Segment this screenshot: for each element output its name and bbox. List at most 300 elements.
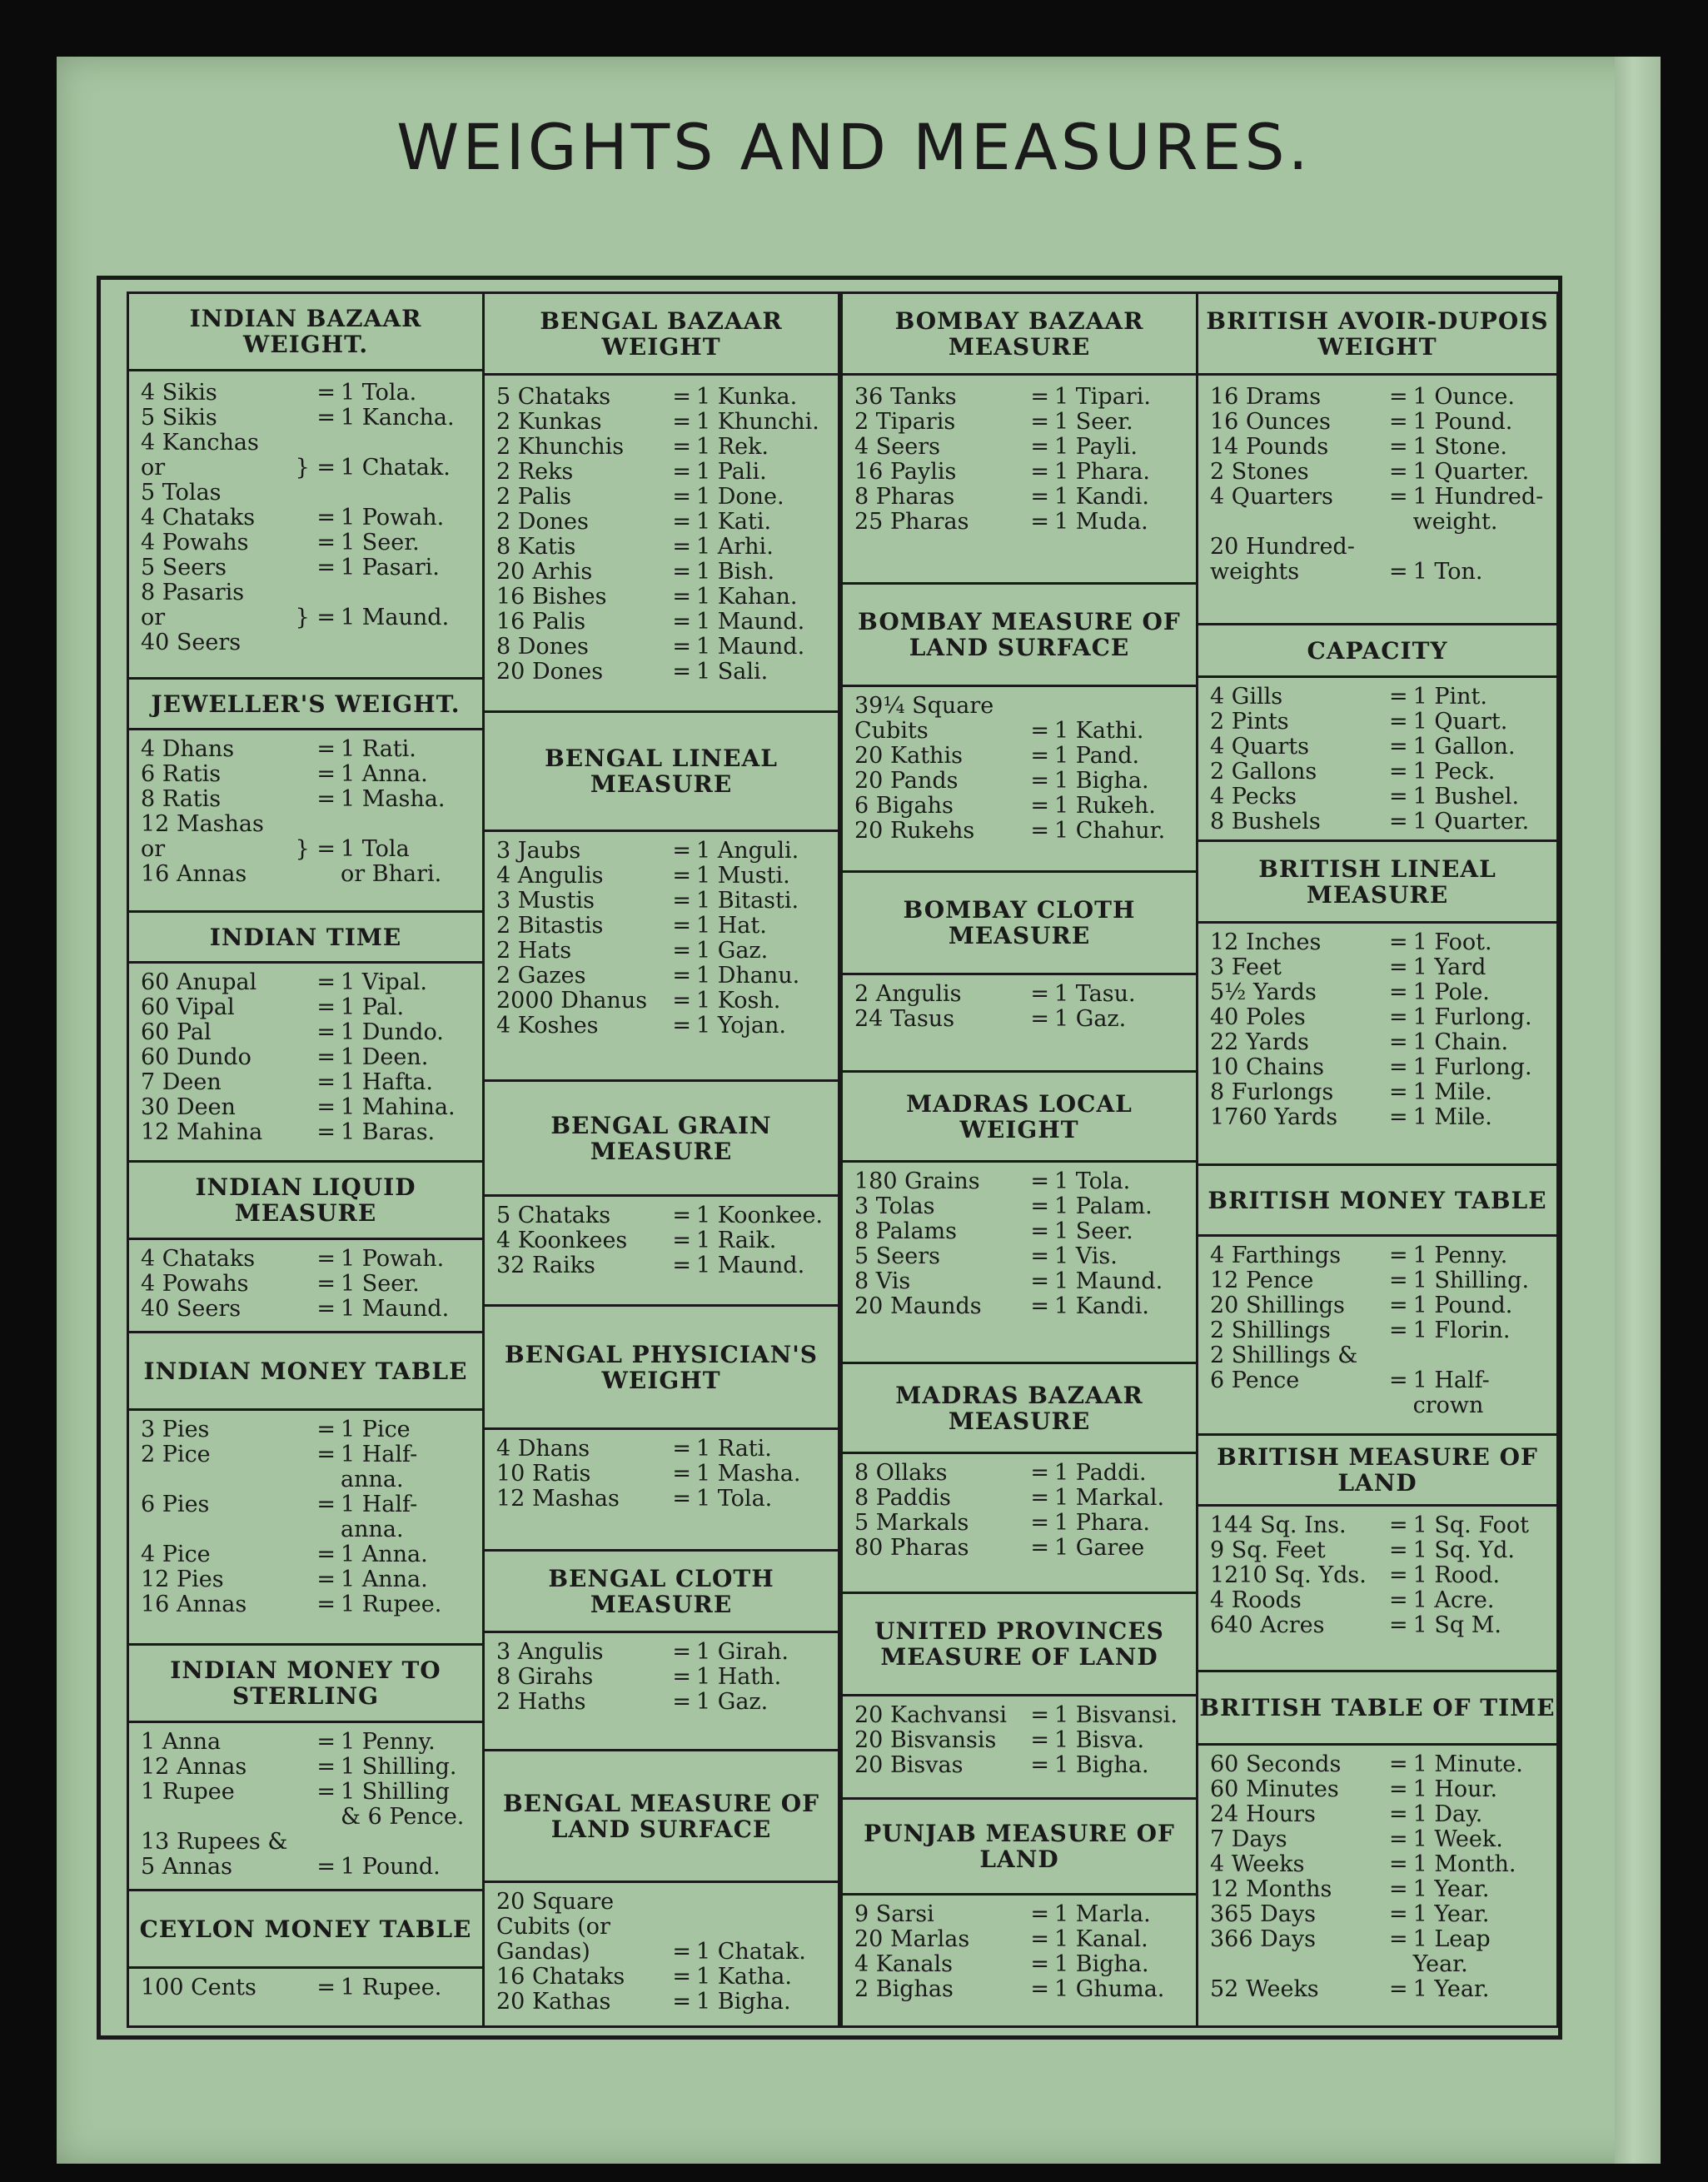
quantity-cell: 365 Days [1210,1901,1316,1927]
table-row [141,1805,474,1830]
equivalent-cell: 1 Chatak. [696,1939,806,1965]
equals-sign: = [1030,1218,1049,1244]
equivalent-cell: 1 Half- [341,1492,418,1517]
table-row [854,1703,1188,1728]
quantity-cell: 30 Deen [141,1094,236,1120]
table-row [1210,1538,1548,1563]
quantity-cell: or [141,836,166,862]
equals-sign: = [672,509,691,535]
equivalent-cell: 1 Musti. [696,863,790,889]
table-row [1210,980,1548,1005]
table-row [854,435,1188,460]
quantity-cell: 20 Kathas [496,1989,611,2015]
table-row [854,819,1188,844]
equivalent-cell: 1 Gallon. [1412,734,1516,760]
quantity-cell: 1210 Sq. Yds. [1210,1562,1367,1588]
equals-sign: = [316,1119,336,1145]
equals-sign: = [1388,954,1408,980]
table-row [1210,560,1548,585]
equals-sign: = [316,530,336,555]
quantity-cell: 2 Dones [496,509,589,535]
equals-sign: = [1388,1318,1408,1343]
equals-sign: = [1388,409,1408,435]
equivalent-cell: 1 Maund. [696,609,805,635]
equivalent-cell: & 6 Pence. [341,1804,465,1830]
equals-sign: } = [295,605,336,630]
equivalent-cell: 1 Yard [1412,954,1486,980]
quantity-cell: 12 Months [1210,1876,1332,1902]
equals-sign: = [1388,1104,1408,1130]
table-heading: BRITISH MEASURE OF LAND [1198,1433,1556,1507]
equals-sign: = [1030,743,1049,769]
table-row [141,1272,474,1297]
equals-sign: = [1388,684,1408,710]
table-row [1210,1588,1548,1613]
quantity-cell: 16 Annas [141,861,247,887]
table-row [496,839,829,864]
equals-sign: = [1030,1976,1049,2002]
equals-sign: = [316,1246,336,1272]
table-row [496,1640,829,1665]
equals-sign: = [1388,1293,1408,1318]
equals-sign: = [672,863,691,889]
equivalent-cell: 1 Yojan. [696,1013,786,1039]
equivalent-cell: 1 Raik. [696,1228,777,1253]
equals-sign: = [316,786,336,812]
equivalent-cell: 1 Baras. [341,1119,436,1145]
equals-sign: = [1030,718,1049,744]
equals-sign: = [672,1436,691,1462]
equivalent-cell: 1 Pint. [1412,684,1487,710]
equivalent-cell: 1 Hundred- [1412,484,1544,510]
table-body [1198,380,1556,585]
table-body [1198,925,1556,1130]
equivalent-cell: 1 Kunka. [696,384,798,410]
quantity-cell: 5 Annas [141,1854,232,1880]
equals-sign: = [1388,1751,1408,1777]
equals-sign: = [1030,1293,1049,1319]
quantity-cell: 40 Seers [141,1296,242,1322]
page-title: WEIGHTS AND MEASURES. [396,110,1312,184]
quantity-cell: 39¼ Square [854,693,994,719]
equals-sign: = [672,659,691,685]
quantity-cell: 5 Markals [854,1510,969,1536]
table-row [1210,1852,1548,1877]
table-row [141,1567,474,1592]
equivalent-cell: 1 Anna. [341,1567,428,1592]
table-row [141,1830,474,1855]
equivalent-cell: 1 Peck. [1412,759,1496,785]
table-row [1210,1293,1548,1318]
table-row [854,1007,1188,1032]
quantity-cell: 8 Furlongs [1210,1079,1334,1105]
equals-sign: = [1388,1079,1408,1105]
table-row [854,1219,1188,1244]
equivalent-cell: 1 Seer. [341,530,420,555]
equivalent-cell: 1 Chain. [1412,1029,1509,1055]
equivalent-cell: 1 Koonkee. [696,1203,824,1228]
table-heading: INDIAN BAZAAR WEIGHT. [129,294,482,371]
equivalent-cell: 1 Masha. [341,786,446,812]
equals-sign: = [1030,409,1049,435]
quantity-cell: or [141,605,166,630]
quantity-cell: 100 Cents [141,1975,256,2000]
equivalent-cell: 1 Kanal. [1054,1926,1148,1952]
quantity-cell: 9 Sarsi [854,1901,934,1927]
equivalent-cell: 1 Kosh. [696,988,781,1014]
equivalent-cell: 1 Half- [341,1442,418,1467]
quantity-cell: 4 Roods [1210,1587,1302,1613]
equals-sign: = [672,1989,691,2015]
equals-sign: = [672,1253,691,1278]
quantity-cell: 5 Seers [141,555,227,580]
equals-sign: = [316,555,336,580]
equals-sign: = [1388,709,1408,735]
table-row [496,1437,829,1462]
quantity-cell: 4 Koshes [496,1013,599,1039]
quantity-cell: 20 Kachvansi [854,1702,1007,1728]
equivalent-cell: 1 Pound. [341,1854,441,1880]
equals-sign: = [672,1689,691,1715]
quantity-cell: 4 Quarters [1210,484,1333,510]
equals-sign: = [1388,1004,1408,1030]
equivalent-cell: 1 Kahan. [696,584,798,610]
equivalent-cell: 1 Rati. [341,736,416,762]
equals-sign: = [672,988,691,1014]
table-row [141,1417,474,1442]
equals-sign: = [672,534,691,560]
table-heading: BENGAL CLOTH MEASURE [485,1549,838,1633]
equals-sign: = [1030,1926,1049,1952]
table-body [843,1456,1196,1561]
table-row [141,1755,474,1780]
quantity-cell: 7 Deen [141,1069,222,1095]
table-row [496,1253,829,1278]
equals-sign: = [1030,384,1049,410]
equals-sign: = [1388,1926,1408,1952]
quantity-cell: 8 Katis [496,534,576,560]
equivalent-cell: 1 Year. [1412,1876,1490,1902]
table-row [141,1855,474,1880]
column-3 [840,291,1198,2028]
table-row [496,460,829,485]
quantity-cell: 20 Kathis [854,743,963,769]
equivalent-cell: 1 Gaz. [696,938,769,964]
table-row [141,1045,474,1070]
quantity-cell: 3 Pies [141,1417,210,1442]
table-row [141,531,474,555]
quantity-cell: 1 Rupee [141,1779,235,1805]
quantity-cell: 4 Angulis [496,863,604,889]
quantity-cell: Cubits (or [496,1914,610,1940]
table-row [141,555,474,580]
table-row [854,1952,1188,1977]
equals-sign: = [1030,818,1049,844]
equals-sign: = [316,1044,336,1070]
table-row [496,535,829,560]
equivalent-cell: 1 Quarter. [1412,809,1530,834]
table-row [141,1780,474,1805]
quantity-cell: 8 Pharas [854,484,955,510]
quantity-cell: 2 Gallons [1210,759,1317,785]
equivalent-cell: 1 Garee [1054,1535,1145,1561]
equivalent-cell: 1 Pound. [1412,1293,1513,1318]
table-row [141,1975,474,2000]
equals-sign: = [316,1019,336,1045]
equals-sign: = [672,1228,691,1253]
equivalent-cell: 1 Hafta. [341,1069,433,1095]
equivalent-cell: 1 Mahina. [341,1094,456,1120]
equivalent-cell: 1 Muda. [1054,509,1148,535]
equivalent-cell: 1 Maund. [696,1253,805,1278]
table-row [496,585,829,610]
table-row [854,1728,1188,1753]
equals-sign: = [1030,1193,1049,1219]
equivalent-cell: 1 Year. [1412,1976,1490,2002]
equivalent-cell: 1 Maund. [696,634,805,660]
table-row [496,1690,829,1715]
table-body [843,977,1196,1032]
quantity-cell: 2 Kunkas [496,409,602,435]
table-row [496,560,829,585]
quantity-cell: 4 Pice [141,1542,211,1567]
quantity-cell: 1760 Yards [1210,1104,1338,1130]
equals-sign: = [316,1592,336,1617]
table-row [854,485,1188,510]
table-row [141,1020,474,1045]
equivalent-cell: 1 Paddi. [1054,1460,1147,1486]
table-row [854,410,1188,435]
quantity-cell: 4 Seers [854,434,940,460]
equivalent-cell: 1 Chahur. [1054,818,1166,844]
equivalent-cell: 1 Shilling. [1412,1268,1530,1293]
equivalent-cell: 1 Bigha. [1054,1752,1149,1778]
equivalent-cell: 1 Deen. [341,1044,429,1070]
equivalent-cell: 1 Tasu. [1054,981,1136,1007]
equals-sign: = [1388,434,1408,460]
table-row [854,719,1188,744]
quantity-cell: 12 Pence [1210,1268,1314,1293]
equivalent-cell: 1 Minute. [1412,1751,1523,1777]
table-row [496,510,829,535]
table-body [1198,1508,1556,1638]
equals-sign: = [1030,1901,1049,1927]
equals-sign: = [316,1417,336,1442]
table-row [854,460,1188,485]
equivalent-cell: 1 Bisva. [1054,1727,1145,1753]
quantity-cell: 24 Hours [1210,1801,1316,1827]
quantity-cell: 20 Bisvansis [854,1727,997,1753]
equals-sign: = [1030,1168,1049,1194]
equivalent-cell: 1 Rupee. [341,1592,442,1617]
page-edge [1615,57,1661,2164]
quantity-cell: 8 Girahs [496,1664,594,1690]
table-row [141,1730,474,1755]
quantity-cell: 8 Paddis [854,1485,951,1511]
quantity-cell: 6 Bigahs [854,793,954,819]
table-heading: BOMBAY BAZAAR MEASURE [843,294,1196,376]
table-heading: BENGAL BAZAAR WEIGHT [485,294,838,376]
table-row [1210,1030,1548,1055]
table-row [496,1462,829,1487]
equals-sign: = [316,969,336,995]
quantity-cell: or [141,455,166,481]
equals-sign: = [1388,1776,1408,1802]
equals-sign: = [1030,509,1049,535]
table-row [496,864,829,889]
quantity-cell: 2 Gazes [496,963,586,989]
table-heading: BOMBAY MEASURE OF LAND SURFACE [843,582,1196,687]
table-row [141,787,474,812]
table-row [496,1014,829,1039]
equals-sign: = [1388,1612,1408,1638]
equivalent-cell: 1 Florin. [1412,1318,1511,1343]
equivalent-cell: 1 Done. [696,484,784,510]
equals-sign: = [1388,1901,1408,1927]
equals-sign: = [672,584,691,610]
table-body [485,1635,838,1715]
table-row [1210,1927,1548,1952]
equals-sign: = [316,1779,336,1805]
table-heading: BRITISH AVOIR-DUPOIS WEIGHT [1198,294,1556,376]
quantity-cell: 5 Seers [854,1243,940,1269]
equals-sign: = [1030,1006,1049,1032]
equals-sign: = [1030,484,1049,510]
quantity-cell: 20 Square [496,1889,615,1915]
quantity-cell: 80 Pharas [854,1535,969,1561]
quantity-cell: 5 Sikis [141,405,217,431]
equivalent-cell: 1 Ton. [1412,559,1483,585]
quantity-cell: 2 Khunchis [496,434,625,460]
table-row [1210,1368,1548,1393]
table-row [496,1965,829,1990]
table-row [141,837,474,862]
table-row [1210,1105,1548,1130]
table-row [1210,1393,1548,1418]
quantity-cell: 10 Chains [1210,1054,1324,1080]
table-row [496,1890,829,1915]
equivalent-cell: 1 Seer. [341,1271,420,1297]
quantity-cell: 3 Tolas [854,1193,935,1219]
table-body [129,1725,482,1880]
quantity-cell: 60 Seconds [1210,1751,1342,1777]
equivalent-cell: 1 Tola. [696,1486,773,1512]
table-row [496,485,829,510]
table-row [854,385,1188,410]
equivalent-cell: 1 Dundo. [341,1019,444,1045]
quantity-cell: 4 Koonkees [496,1228,628,1253]
table-row [1210,1243,1548,1268]
equivalent-cell: 1 Tola. [1054,1168,1131,1194]
table-row [1210,1902,1548,1927]
quantity-cell: 16 Annas [141,1592,247,1617]
table-row [141,995,474,1020]
quantity-cell: 366 Days [1210,1926,1316,1952]
equivalent-cell: 1 Sali. [696,659,769,685]
table-row [854,1902,1188,1927]
equivalent-cell: 1 Phara. [1054,459,1151,485]
quantity-cell: 20 Shillings [1210,1293,1345,1318]
equivalent-cell: 1 Stone. [1412,434,1507,460]
equivalent-cell: 1 Sq M. [1412,1612,1501,1638]
equals-sign: = [672,1461,691,1487]
equals-sign: = [1388,784,1408,810]
equals-sign: = [316,1854,336,1880]
quantity-cell: 20 Pands [854,768,959,794]
table-body [129,1412,482,1617]
equivalent-cell: 1 Quarter. [1412,459,1530,485]
table-row [496,1915,829,1940]
equals-sign: = [1030,1535,1049,1561]
table-row [496,914,829,939]
quantity-cell: 1 Anna [141,1729,222,1755]
quantity-cell: 16 Palis [496,609,586,635]
table-row [1210,1802,1548,1827]
equals-sign: = [316,736,336,762]
equivalent-cell: 1 Seer. [1054,409,1133,435]
equals-sign: = [1388,1537,1408,1563]
equals-sign: = [672,384,691,410]
equivalent-cell: 1 Vipal. [341,969,428,995]
table-heading: INDIAN MONEY TABLE [129,1331,482,1411]
equivalent-cell: 1 Day. [1412,1801,1483,1827]
equivalent-cell: 1 Quart. [1412,709,1508,735]
quantity-cell: 20 Rukehs [854,818,975,844]
table-row [854,1486,1188,1511]
equivalent-cell: 1 Month. [1412,1851,1516,1877]
equivalent-cell: 1 Acre. [1412,1587,1495,1613]
equals-sign: = [316,1754,336,1780]
equals-sign: = [316,405,336,431]
equals-sign: = [1030,1268,1049,1294]
quantity-cell: 13 Rupees & [141,1829,288,1855]
table-heading: CEYLON MONEY TABLE [129,1889,482,1969]
table-row [496,989,829,1014]
table-row [141,1492,474,1517]
table-row [141,406,474,431]
quantity-cell: 6 Ratis [141,761,222,787]
equivalent-cell: anna. [341,1467,404,1492]
equals-sign: = [1388,484,1408,510]
quantity-cell: 20 Maunds [854,1293,982,1319]
equals-sign: = [672,1664,691,1690]
equals-sign: = [316,380,336,406]
equals-sign: = [1030,1951,1049,1977]
quantity-cell: 9 Sq. Feet [1210,1537,1326,1563]
table-body [1198,1238,1556,1418]
table-body [129,965,482,1145]
quantity-cell: 8 Ollaks [854,1460,948,1486]
table-row [496,1940,829,1965]
quantity-cell: 4 Chataks [141,505,256,531]
quantity-cell: 32 Raiks [496,1253,595,1278]
table-heading: BENGAL GRAIN MEASURE [485,1079,838,1197]
equivalent-cell: 1 Hat. [696,913,767,939]
quantity-cell: 52 Weeks [1210,1976,1319,2002]
table-row [1210,1563,1548,1588]
table-row [141,630,474,655]
table-row [1210,1827,1548,1852]
table-row [854,1294,1188,1319]
quantity-cell: 180 Grains [854,1168,980,1194]
table-row [1210,1268,1548,1293]
quantity-cell: 640 Acres [1210,1612,1325,1638]
quantity-cell: 16 Ounces [1210,409,1331,435]
equals-sign: = [672,938,691,964]
table-body [129,1242,482,1322]
equivalent-cell: 1 Foot. [1412,929,1492,955]
equivalent-cell: 1 Ounce. [1412,384,1515,410]
